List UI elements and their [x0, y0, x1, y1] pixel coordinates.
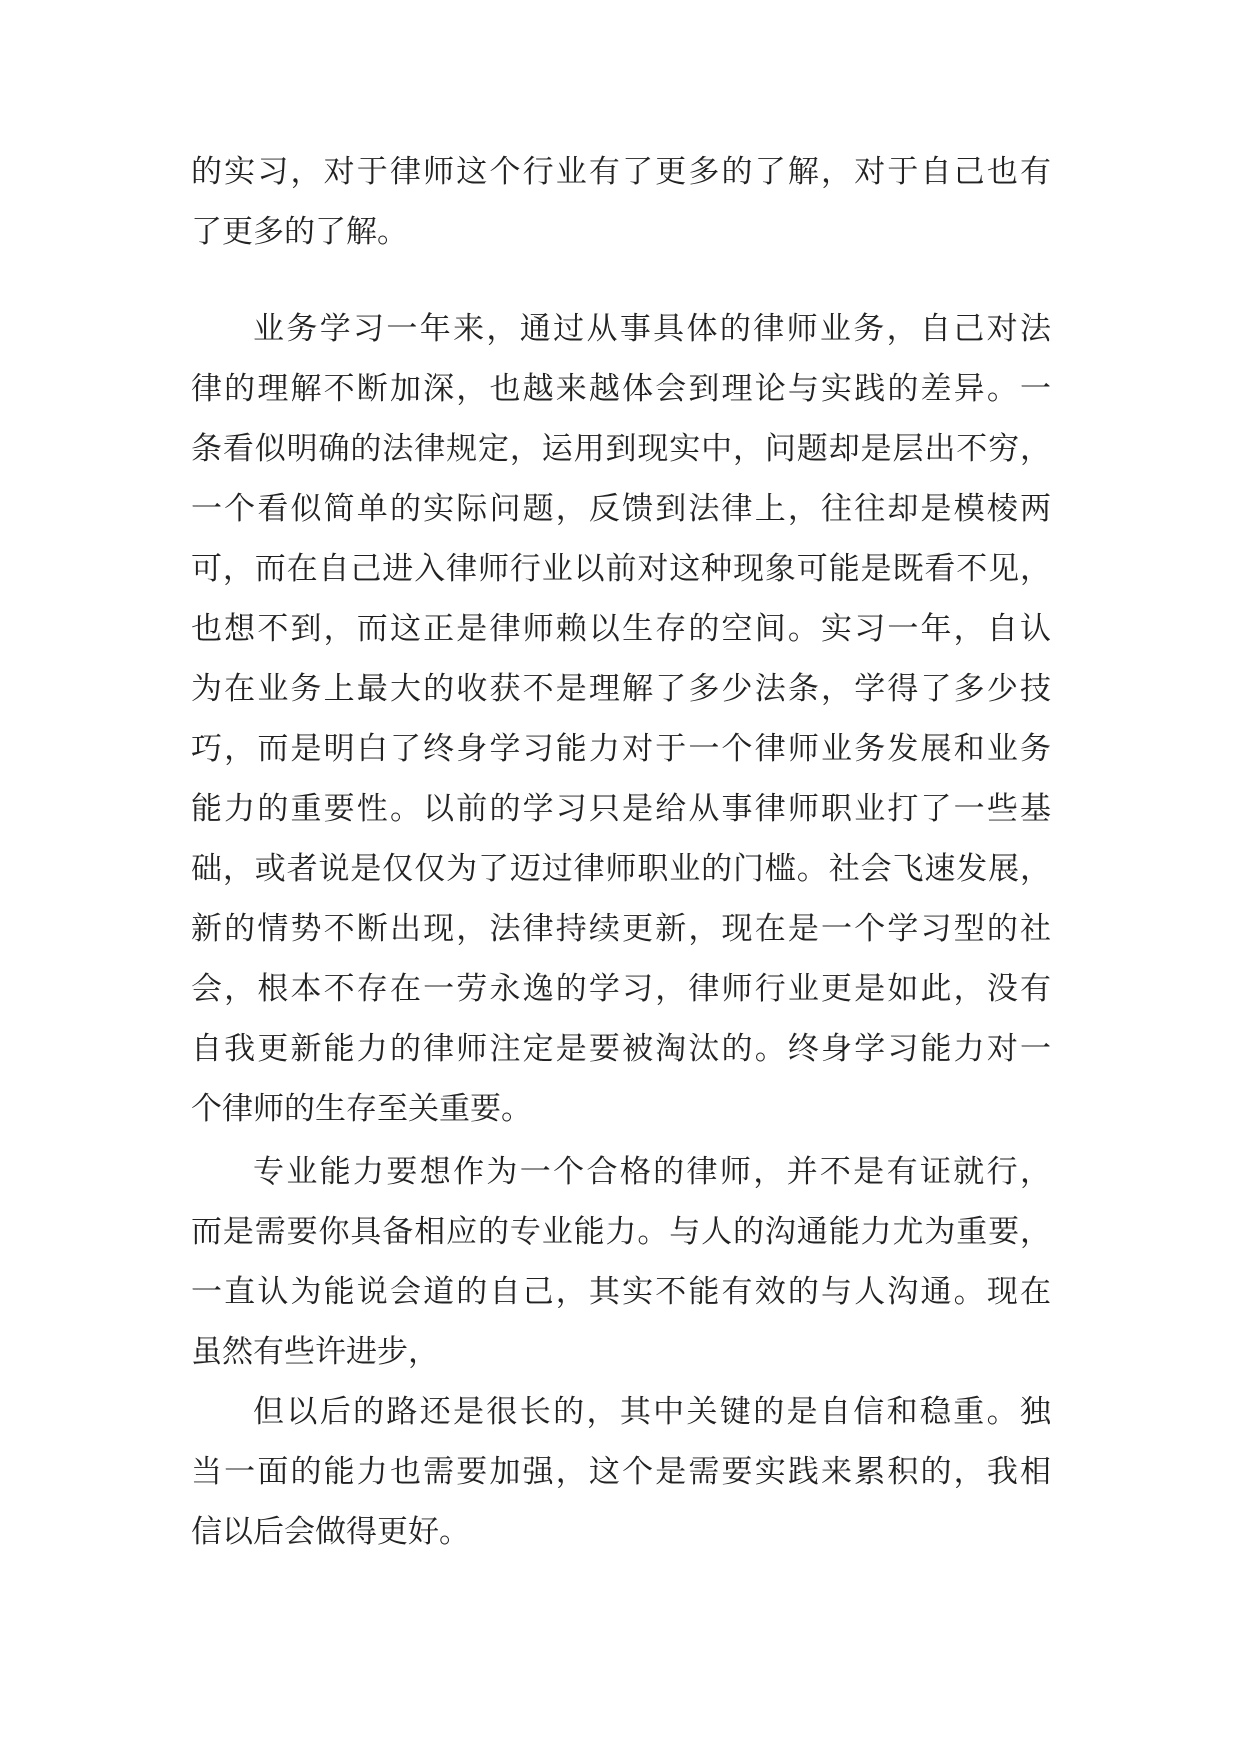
text-line: 自我更新能力的律师注定是要被淘汰的。终身学习能力对一	[191, 1031, 1051, 1067]
paragraph-4	[191, 1382, 1051, 1562]
text-line: 巧，而是明白了终身学习能力对于一个律师业务发展和业务	[191, 731, 1051, 767]
text-line: 一直认为能说会道的自己，其实不能有效的与人沟通。现在	[191, 1274, 1051, 1310]
text-line: 专业能力要想作为一个合格的律师，并不是有证就行，	[253, 1154, 1051, 1190]
text-line: 为在业务上最大的收获不是理解了多少法条，学得了多少技	[191, 671, 1051, 707]
text-line: 新的情势不断出现，法律持续更新，现在是一个学习型的社	[191, 911, 1051, 947]
text-line: 业务学习一年来，通过从事具体的律师业务，自己对法	[253, 311, 1051, 347]
text-line: 了更多的了解。	[191, 214, 408, 250]
text-line: 会，根本不存在一劳永逸的学习，律师行业更是如此，没有	[191, 971, 1051, 1007]
text-line: 律的理解不断加深，也越来越体会到理论与实践的差异。一	[191, 371, 1051, 407]
text-line: 一个看似简单的实际问题，反馈到法律上，往往却是模棱两	[191, 491, 1051, 527]
text-line: 而是需要你具备相应的专业能力。与人的沟通能力尤为重要，	[191, 1214, 1051, 1250]
paragraph-3	[191, 1142, 1051, 1382]
text-line: 础，或者说是仅仅为了迈过律师职业的门槛。社会飞速发展，	[191, 851, 1051, 887]
text-line: 虽然有些许进步，	[191, 1334, 439, 1370]
text-line: 能力的重要性。以前的学习只是给从事律师职业打了一些基	[191, 791, 1051, 827]
text-line: 的实习，对于律师这个行业有了更多的了解，对于自己也有	[191, 154, 1051, 190]
text-line: 当一面的能力也需要加强，这个是需要实践来累积的，我相	[191, 1454, 1051, 1490]
text-line: 但以后的路还是很长的，其中关键的是自信和稳重。独	[253, 1394, 1051, 1430]
text-line: 也想不到，而这正是律师赖以生存的空间。实习一年，自认	[191, 611, 1051, 647]
paragraph-2	[191, 299, 1051, 1139]
text-line: 个律师的生存至关重要。	[191, 1091, 532, 1127]
text-line: 信以后会做得更好。	[191, 1514, 470, 1550]
paragraph-1	[191, 142, 1051, 262]
text-line: 条看似明确的法律规定，运用到现实中，问题却是层出不穷，	[191, 431, 1051, 467]
text-line: 可，而在自己进入律师行业以前对这种现象可能是既看不见，	[191, 551, 1051, 587]
